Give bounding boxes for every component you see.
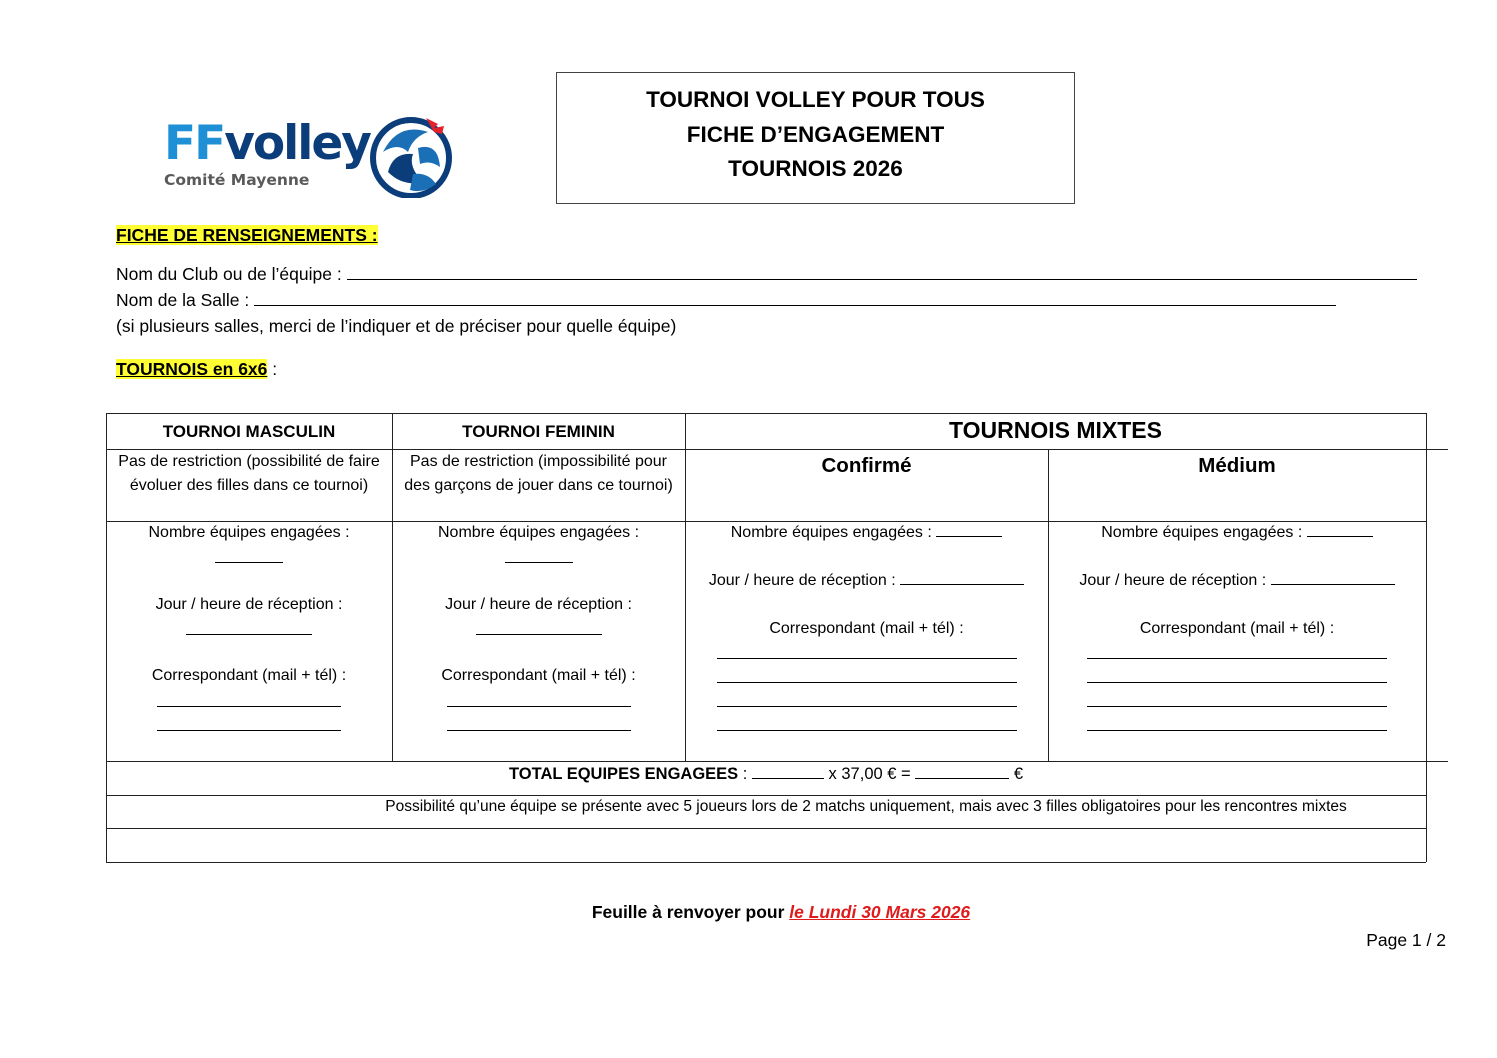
feminin-nombre-input-line[interactable] xyxy=(505,550,573,563)
page-number: Page 1 / 2 xyxy=(1366,930,1446,950)
medium-correspondant-label: Correspondant (mail + tél) : xyxy=(1139,620,1335,637)
total-amount-input-line[interactable] xyxy=(915,766,1009,779)
confirme-correspondant-input-line[interactable] xyxy=(717,694,1017,707)
salle-name-field[interactable] xyxy=(116,290,1336,311)
feminin-jour-input-line[interactable] xyxy=(476,622,602,635)
table-rule xyxy=(106,521,1426,522)
feminin-description: Pas de restriction (impossibilité pour des garçons de jouer dans ce tournoi) xyxy=(404,453,673,494)
info-heading-text: FICHE DE RENSEIGNEMENTS : xyxy=(116,225,378,245)
masculin-nombre-input-line[interactable] xyxy=(215,550,283,563)
feminin-correspondant-input-line[interactable] xyxy=(447,694,631,707)
title-line-3: TOURNOIS 2026 xyxy=(728,156,903,181)
logo-wordmark xyxy=(164,116,370,171)
masculin-description: Pas de restriction (possibilité de faire évoluer des filles dans ce tournoi) xyxy=(118,453,380,494)
medium-correspondant-input-line[interactable] xyxy=(1087,670,1387,683)
logo-ff-text: FF xyxy=(164,116,225,171)
salle-note: (si plusieurs salles, merci de l’indiquer et de préciser pour quelle équipe) xyxy=(116,316,677,336)
club-name-input-line[interactable] xyxy=(347,265,1417,280)
confirme-nombre-input-line[interactable] xyxy=(936,524,1002,537)
header-mixtes: TOURNOIS MIXTES xyxy=(949,417,1162,443)
medium-jour-input-line[interactable] xyxy=(1271,572,1395,585)
title-line-1: TOURNOI VOLLEY POUR TOUS xyxy=(646,87,985,112)
confirme-nombre-label: Nombre équipes engagées : xyxy=(730,524,932,541)
feminin-correspondant-label: Correspondant (mail + tél) : xyxy=(441,667,636,684)
feminin-nombre-label: Nombre équipes engagées : xyxy=(437,524,640,541)
feminin-jour-label: Jour / heure de réception : xyxy=(445,596,632,613)
confirme-correspondant-label: Correspondant (mail + tél) : xyxy=(769,620,964,637)
total-multiplier: x 37,00 € = xyxy=(828,765,911,783)
total-label: TOTAL EQUIPES ENGAGEES xyxy=(508,765,739,783)
medium-jour-label: Jour / heure de réception : xyxy=(1079,572,1267,589)
logo-committee-text: Comité Mayenne xyxy=(164,171,310,189)
header-feminin: TOURNOI FEMININ xyxy=(462,422,615,441)
table-border-bottom xyxy=(106,862,1426,863)
table-rule xyxy=(106,795,1426,796)
rooster-ball-icon xyxy=(368,112,454,198)
confirme-jour-label: Jour / heure de réception : xyxy=(708,572,896,589)
medium-nombre-label: Nombre équipes engagées : xyxy=(1101,524,1303,541)
salle-name-label: Nom de la Salle : xyxy=(116,290,250,310)
feminin-correspondant-input-line[interactable] xyxy=(447,718,631,731)
total-currency: € xyxy=(1013,765,1024,783)
tournois-section-heading xyxy=(116,359,277,380)
tournois-heading-suffix: : xyxy=(267,359,278,379)
logo-volley-text: volley xyxy=(224,116,370,171)
confirme-correspondant-input-line[interactable] xyxy=(717,646,1017,659)
title-box xyxy=(556,72,1075,204)
table-note: Possibilité qu’une équipe se présente avec 5 joueurs lors de 2 matchs uniquement, mais avec 3 filles obligatoires pour les rencontres mixtes xyxy=(385,798,1347,815)
medium-correspondant-input-line[interactable] xyxy=(1087,718,1387,731)
masculin-correspondant-input-line[interactable] xyxy=(157,694,341,707)
table-rule xyxy=(106,761,1448,762)
header-confirme: Confirmé xyxy=(821,454,912,477)
club-name-label: Nom du Club ou de l’équipe : xyxy=(116,264,342,284)
masculin-jour-label: Jour / heure de réception : xyxy=(155,596,343,613)
table-rule xyxy=(106,828,1426,829)
club-name-field[interactable] xyxy=(116,264,1417,285)
masculin-correspondant-input-line[interactable] xyxy=(157,718,341,731)
header-masculin: TOURNOI MASCULIN xyxy=(162,422,336,441)
total-row xyxy=(106,765,1426,784)
total-colon: : xyxy=(738,765,748,783)
confirme-correspondant-input-line[interactable] xyxy=(717,718,1017,731)
medium-nombre-input-line[interactable] xyxy=(1307,524,1373,537)
tournois-heading-text: TOURNOIS en 6x6 xyxy=(116,359,268,379)
footer-deadline xyxy=(0,902,1497,923)
medium-correspondant-input-line[interactable] xyxy=(1087,646,1387,659)
confirme-jour-input-line[interactable] xyxy=(900,572,1024,585)
medium-correspondant-input-line[interactable] xyxy=(1087,694,1387,707)
total-teams-input-line[interactable] xyxy=(752,766,824,779)
salle-name-input-line[interactable] xyxy=(254,291,1336,306)
masculin-correspondant-label: Correspondant (mail + tél) : xyxy=(151,667,347,684)
title-line-2: FICHE D’ENGAGEMENT xyxy=(686,121,945,147)
table-border-right xyxy=(1426,413,1427,862)
info-section-heading xyxy=(116,225,378,246)
footer-send-text: Feuille à renvoyer pour xyxy=(591,902,790,922)
confirme-correspondant-input-line[interactable] xyxy=(717,670,1017,683)
header-medium: Médium xyxy=(1198,454,1276,477)
table-col-divider xyxy=(1048,449,1049,761)
footer-deadline-date: le Lundi 30 Mars 2026 xyxy=(789,902,971,922)
masculin-nombre-label: Nombre équipes engagées : xyxy=(148,524,350,541)
masculin-jour-input-line[interactable] xyxy=(186,622,312,635)
ffvolley-logo xyxy=(160,112,460,202)
table-border-top xyxy=(106,413,1426,414)
